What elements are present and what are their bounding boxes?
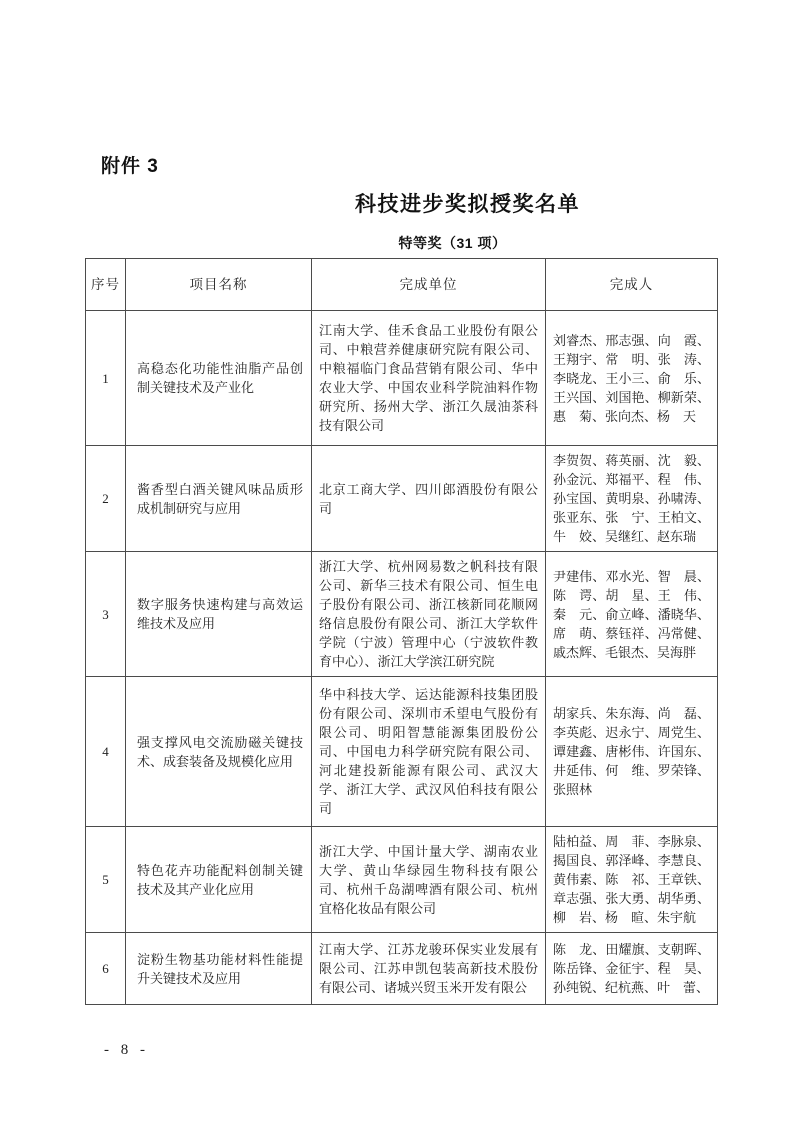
page-number: - 8 - bbox=[104, 1042, 149, 1058]
table-row bbox=[86, 552, 718, 677]
row-serial-number: 2 bbox=[86, 446, 126, 552]
row-completers: 尹建伟、邓水光、智 晨、陈 谔、胡 星、王 伟、秦 元、俞立峰、潘晓华、席 萌、蔡钰祥、冯常健、戚杰辉、毛银杰、吴海胖 bbox=[546, 552, 718, 677]
award-table bbox=[85, 258, 718, 1005]
row-completing-units: 江南大学、佳禾食品工业股份有限公司、中粮营养健康研究院有限公司、中粮福临门食品营销有限公司、华中农业大学、中国农业科学院油料作物研究所、扬州大学、浙江久晟油茶科技有限公司 bbox=[312, 311, 546, 446]
table-row bbox=[86, 677, 718, 827]
row-completing-units: 北京工商大学、四川郎酒股份有限公司 bbox=[312, 446, 546, 552]
document-title: 科技进步奖拟授奖名单 bbox=[355, 193, 580, 216]
row-completers: 陈 龙、田耀旗、支朝晖、陈岳锋、金征宇、程 昊、孙纯锐、纪杭燕、叶 蕾、 bbox=[546, 933, 718, 1005]
row-serial-number: 4 bbox=[86, 677, 126, 827]
row-completers: 李贺贺、蒋英丽、沈 毅、孙金沅、郑福平、程 伟、孙宝国、黄明泉、孙啸涛、张亚东、张 宁、王柏文、牛 姣、吴继红、赵东瑞 bbox=[546, 446, 718, 552]
table-header-row bbox=[86, 259, 718, 311]
header-project-name: 项目名称 bbox=[126, 259, 312, 311]
row-serial-number: 5 bbox=[86, 827, 126, 933]
row-completers: 胡家兵、朱东海、尚 磊、李英彪、迟永宁、周党生、谭建鑫、唐彬伟、许国东、井延伟、何 维、罗荣锋、张照林 bbox=[546, 677, 718, 827]
table-row bbox=[86, 933, 718, 1005]
row-project-name: 强支撑风电交流励磁关键技术、成套装备及规模化应用 bbox=[126, 677, 312, 827]
row-serial-number: 1 bbox=[86, 311, 126, 446]
row-project-name: 淀粉生物基功能材料性能提升关键技术及应用 bbox=[126, 933, 312, 1005]
row-completing-units: 华中科技大学、运达能源科技集团股份有限公司、深圳市禾望电气股份有限公司、明阳智慧能源集团股份公司、中国电力科学研究院有限公司、河北建投新能源有限公司、武汉大学、浙江大学、武汉风伯科技有限公司 bbox=[312, 677, 546, 827]
row-project-name: 数字服务快速构建与高效运维技术及应用 bbox=[126, 552, 312, 677]
row-completing-units: 浙江大学、中国计量大学、湖南农业大学、黄山华绿园生物科技有限公司、杭州千岛湖啤酒有限公司、杭州宜格化妆品有限公司 bbox=[312, 827, 546, 933]
row-project-name: 酱香型白酒关键风味品质形成机制研究与应用 bbox=[126, 446, 312, 552]
header-serial-number: 序号 bbox=[86, 259, 126, 311]
header-completers: 完成人 bbox=[546, 259, 718, 311]
row-serial-number: 6 bbox=[86, 933, 126, 1005]
document-subtitle: 特等奖（31 项） bbox=[398, 235, 507, 251]
table-row bbox=[86, 446, 718, 552]
row-completing-units: 江南大学、江苏龙骏环保实业发展有限公司、江苏申凯包装高新技术股份有限公司、诸城兴贸玉米开发有限公 bbox=[312, 933, 546, 1005]
row-completers: 陆柏益、周 菲、李脉泉、揭国良、郭泽峰、李慧良、黄伟素、陈 祁、王章铁、章志强、张大勇、胡华勇、柳 岩、杨 暄、朱宇航 bbox=[546, 827, 718, 933]
row-completing-units: 浙江大学、杭州网易数之帆科技有限公司、新华三技术有限公司、恒生电子股份有限公司、浙江核新同花顺网络信息股份有限公司、浙江大学软件学院（宁波）管理中心（宁波软件教育中心）、浙江大学滨江研究院 bbox=[312, 552, 546, 677]
table-row bbox=[86, 311, 718, 446]
row-project-name: 高稳态化功能性油脂产品创制关键技术及产业化 bbox=[126, 311, 312, 446]
table-row bbox=[86, 827, 718, 933]
row-serial-number: 3 bbox=[86, 552, 126, 677]
row-completers: 刘睿杰、邢志强、向 霞、王翔宇、常 明、张 涛、李晓龙、王小三、俞 乐、王兴国、刘国艳、柳新荣、惠 菊、张向杰、杨 天 bbox=[546, 311, 718, 446]
header-completing-units: 完成单位 bbox=[312, 259, 546, 311]
row-project-name: 特色花卉功能配料创制关键技术及其产业化应用 bbox=[126, 827, 312, 933]
attachment-label: 附件 3 bbox=[101, 156, 159, 177]
